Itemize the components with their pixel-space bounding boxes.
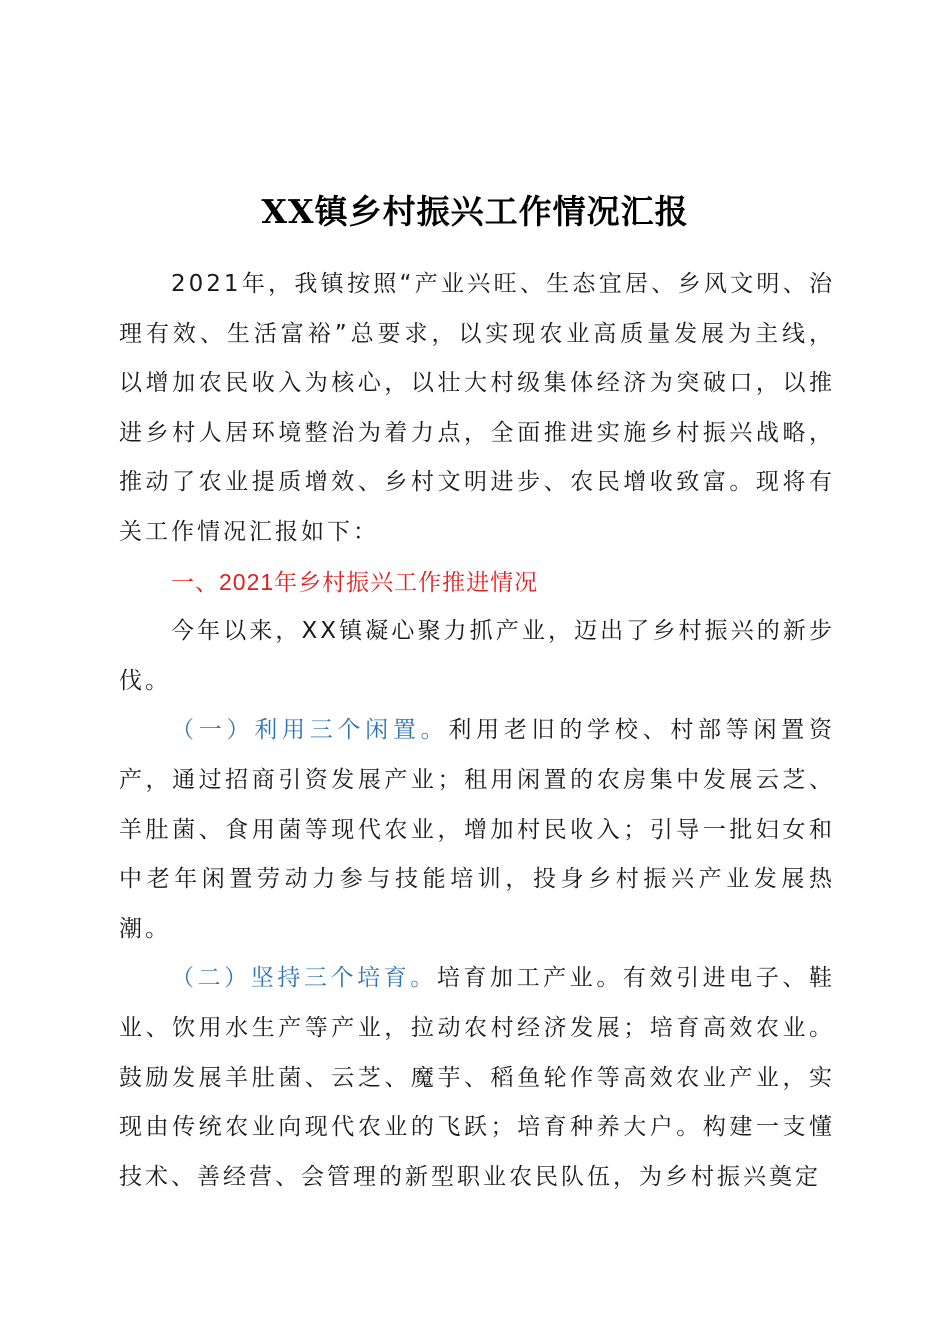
item-one-text: 利用老旧的学校、村部等闲置资产，通过招商引资发展产业；租用闲置的农房集中发展云芝、羊肚菌、食用菌等现代农业，增加村民收入；引导一批妇女和中老年闲置劳动力参与技能培训，投身乡村振兴产业发展热潮。 [119, 717, 836, 942]
item-two-paragraph [119, 954, 835, 1202]
section-heading: 一、2021年乡村振兴工作推进情况 [171, 568, 539, 595]
item-one-paragraph [119, 706, 835, 954]
item-one-label: （一）利用三个闲置。 [171, 717, 449, 744]
item-two-text: 培育加工产业。有效引进电子、鞋业、饮用水生产等产业，拉动农村经济发展；培育高效农业。鼓励发展羊肚菌、云芝、魔芋、稻鱼轮作等高效农业产业，实现由传统农业向现代农业的飞跃；培育种养大户。构建一支懂技术、善经营、会管理的新型职业农民队伍，为乡村振兴奠定 [119, 965, 836, 1190]
intro-paragraph: 2021年，我镇按照“产业兴旺、生态宜居、乡风文明、治理有效、生活富裕”总要求，以实现农业高质量发展为主线，以增加农民收入为核心，以壮大村级集体经济为突破口，以推进乡村人居环境整治为着力点，全面推进实施乡村振兴战略，推动了农业提质增效、乡村文明进步、农民增收致富。现将有关工作情况汇报如下： [119, 271, 835, 545]
item-two-label: （二）坚持三个培育。 [171, 965, 437, 992]
section-lead-paragraph: 今年以来，XX镇凝心聚力抓产业，迈出了乡村振兴的新步伐。 [119, 618, 835, 694]
document-title: XX镇乡村振兴工作情况汇报 [261, 192, 689, 231]
document-body [119, 260, 835, 1202]
